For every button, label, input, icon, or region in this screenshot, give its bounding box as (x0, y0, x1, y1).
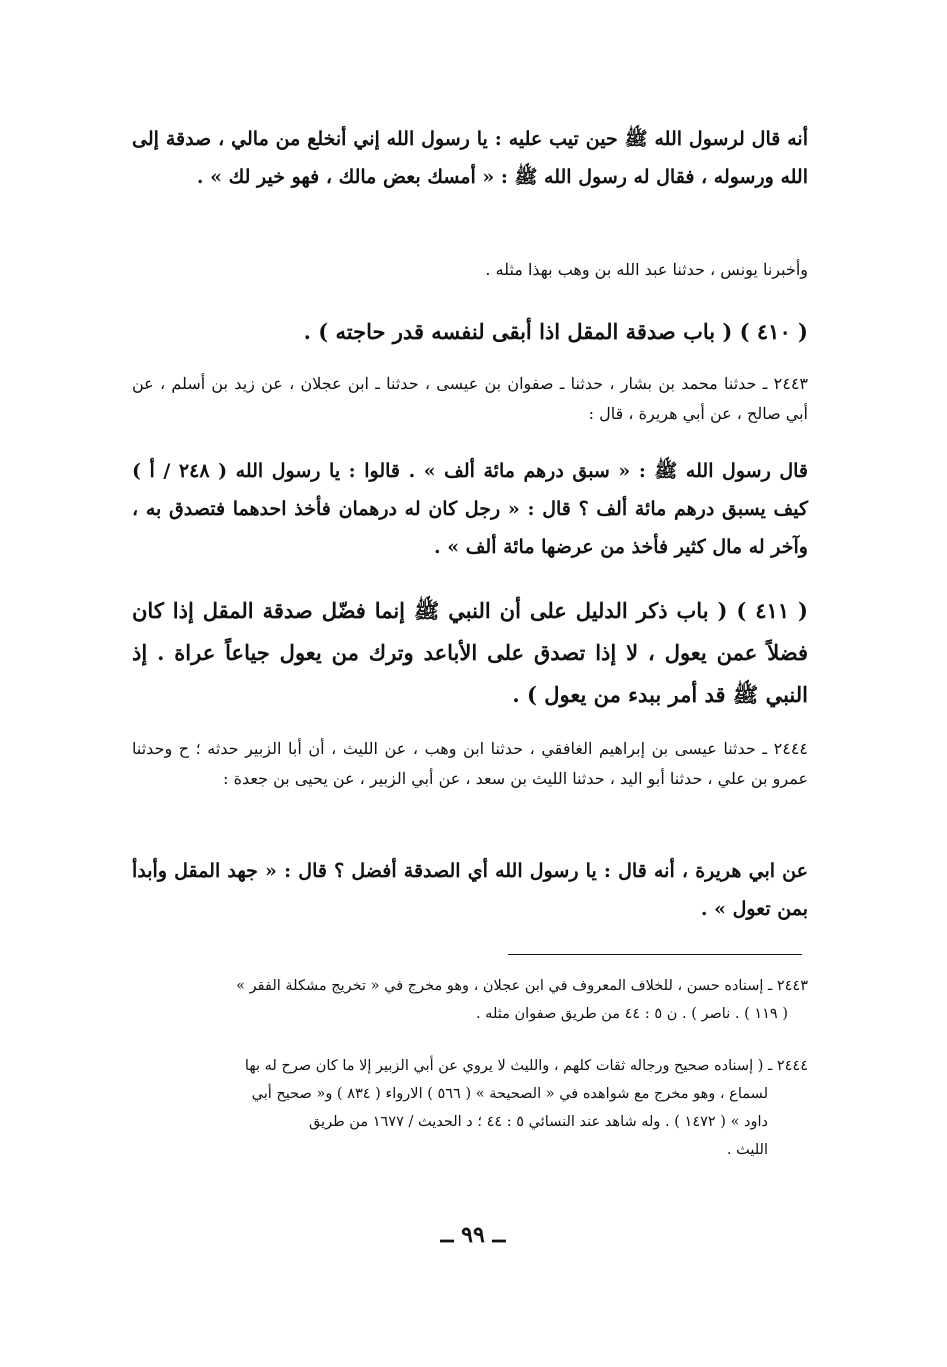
page-number: ــ ٩٩ ــ (440, 1222, 506, 1248)
isnad-2443 (132, 369, 808, 429)
footnote-line: لسماع ، وهو مخرج مع شواهده في « الصحيحة » ( ٥٦٦ ) الارواء ( ٨٣٤ ) و« صحيح أبي (251, 1086, 768, 1102)
footnote-2444 (132, 1052, 808, 1164)
matn-text-2444: عن ابي هريرة ، أنه قال : يا رسول الله أي الصدقة أفضل ؟ قال : « جهد المقل وأبدأ بمن تعول » . (132, 860, 808, 920)
isnad-2444 (132, 734, 808, 794)
matn-text-2443: قال رسول الله ﷺ : « سبق درهم مائة ألف » . قالوا : يا رسول الله ( ٢٤٨ / أ ) كيف يسبق درهم مائة ألف ؟ قال : « رجل كان له درهمان فأخذ احدهما فتصدق به ، وآخر له مال كثير فأخذ من عرضها مائة ألف » . (132, 460, 808, 558)
isnad-text-2444: ٢٤٤٤ ـ حدثنا عيسى بن إبراهيم الغافقي ، حدثنا ابن وهب ، عن الليث ، أن أبا الزبير حدثه ؛ ح وحدثنا عمرو بن علي ، حدثنا أبو اليد ، حدثنا الليث بن سعد ، عن أبي الزبير ، عن يحيى بن جعدة : (132, 739, 808, 788)
isnad-text-2443: ٢٤٤٣ ـ حدثنا محمد بن بشار ، حدثنا ـ صفوان بن عيسى ، حدثنا ـ ابن عجلان ، عن زيد بن أسلم ، عن أبي صالح ، عن أبي هريرة ، قال : (132, 374, 808, 423)
footnote-line: ( ١١٩ ) . ناصر ) . ن ٥ : ٤٤ من طريق صفوان مثله . (475, 1006, 788, 1022)
paragraph-p2: وأخبرنا يونس ، حدثنا عبد الله بن وهب بهذا مثله . (485, 260, 808, 279)
footnote-line: ٢٤٤٤ ـ ( إسناده صحيح ورجاله ثقات كلهم ، والليث لا يروي عن أبي الزبير إلا ما كان صرح له بها (244, 1058, 808, 1074)
matn-2443 (132, 452, 808, 566)
chapter-heading-411 (132, 590, 808, 716)
chain-note (132, 255, 808, 285)
footnote-line: داود » ( ١٤٧٢ ) . وله شاهد عند النسائي ٥ : ٤٤ ؛ د الحديث / ١٦٧٧ من طريق (309, 1114, 768, 1130)
footnote-separator (508, 954, 802, 955)
chapter-title-411: ( ٤١١ ) ( باب ذكر الدليل على أن النبي ﷺ إنما فضّل صدقة المقل إذا كان فضلاً عمن يعول ، لا إذا تصدق على الأباعد وترك من يعول جياعاً عراة . إذ النبي ﷺ قد أمر ببدء من يعول ) . (132, 598, 808, 707)
paragraph-p1: أنه قال لرسول الله ﷺ حين تيب عليه : يا رسول الله إني أنخلع من مالي ، صدقة إلى الله ورسوله ، فقال له رسول الله ﷺ : « أمسك بعض مالك ، فهو خير لك » . (132, 128, 808, 188)
matn-2444 (132, 852, 808, 928)
chapter-heading-410 (132, 311, 808, 353)
footnote-2443 (132, 972, 808, 1028)
hadith-text-ending (132, 120, 808, 196)
footnote-line: ٢٤٤٣ ـ إسناده حسن ، للخلاف المعروف في ابن عجلان ، وهو مخرج في « تخريج مشكلة الفقر » (236, 978, 808, 994)
chapter-title-410: ( ٤١٠ ) ( باب صدقة المقل اذا أبقى لنفسه قدر حاجته ) . (303, 319, 808, 344)
footnote-line: الليث . (726, 1142, 768, 1158)
